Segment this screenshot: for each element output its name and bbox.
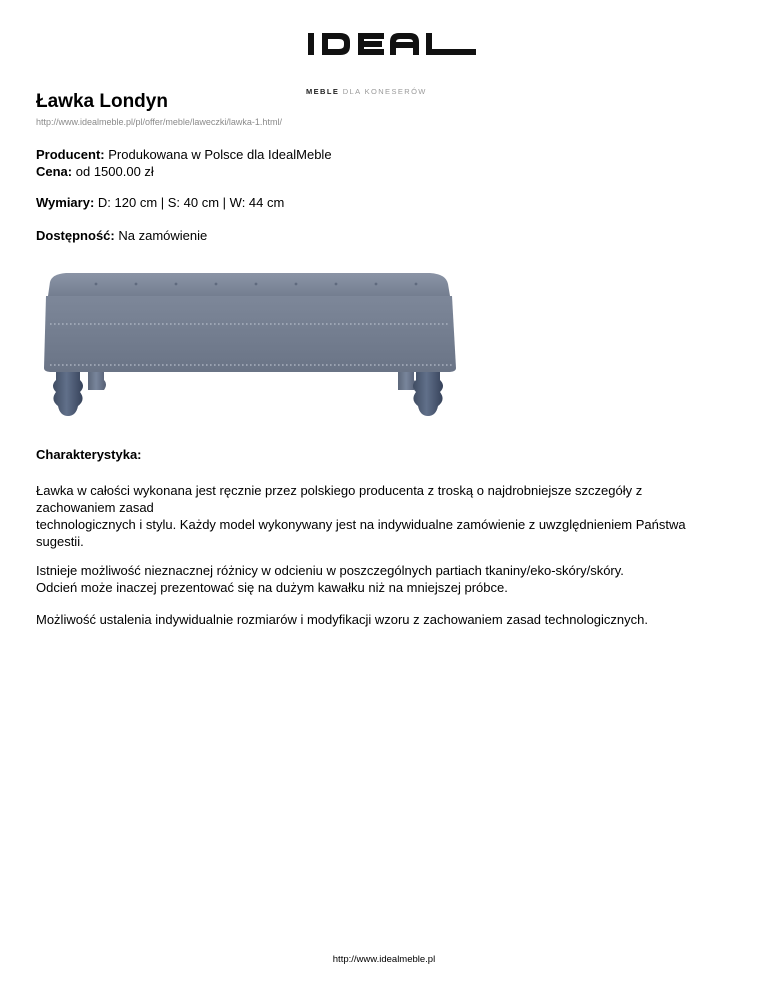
paragraph-line: sugestii. [36,534,84,549]
availability-line [36,227,207,244]
price-line [36,163,154,180]
dimensions-label: Wymiary: [36,195,95,210]
paragraph-line: Odcień może inaczej prezentować się na dużym kawałku niż na mniejszej próbce. [36,580,508,595]
paragraph-line: Ławka w całości wykonana jest ręcznie przez polskiego producenta z troską o najdrobniejsze szczegóły z [36,483,643,498]
dimensions-value: D: 120 cm | S: 40 cm | W: 44 cm [97,195,285,210]
description-paragraph-3 [36,611,736,628]
price-label: Cena: [36,164,73,179]
description-paragraph-1 [36,482,736,550]
paragraph-line: Możliwość ustalenia indywidualnie rozmiarów i modyfikacji wzoru z zachowaniem zasad technologicznych. [36,612,648,627]
paragraph-line: zachowaniem zasad [36,500,154,515]
dimensions-line [36,194,284,211]
producer-label: Producent: [36,147,105,162]
price-value: od 1500.00 zł [75,164,154,179]
paragraph-line: technologicznych i stylu. Każdy model wykonywany jest na indywidualne zamówienie z uwzględnieniem Państwa [36,517,686,532]
product-image [36,268,460,429]
section-heading: Charakterystyka: [36,447,142,462]
availability-label: Dostępność: [36,228,115,243]
page-title: Ławka Londyn [36,91,168,112]
availability-value: Na zamówienie [118,228,208,243]
tagline-bold: MEBLE [306,87,340,96]
logo-tagline [306,87,478,99]
upholstered-bench-icon [36,268,460,424]
brand-logo[interactable] [306,30,478,96]
footer-url-link[interactable]: http://www.idealmeble.pl [332,954,436,965]
logo-wordmark-icon [306,30,478,60]
producer-value: Produkowana w Polsce dla IdealMeble [108,147,332,162]
product-url-link[interactable]: http://www.idealmeble.pl/pl/offer/meble/laweczki/lawka-1.html/ [36,117,282,127]
tagline-light: DLA KONESERÓW [342,87,427,96]
producer-line [36,146,332,163]
paragraph-line: Istnieje możliwość nieznacznej różnicy w odcieniu w poszczególnych partiach tkaniny/eko-skóry/skóry. [36,563,624,578]
description-paragraph-2 [36,562,736,596]
